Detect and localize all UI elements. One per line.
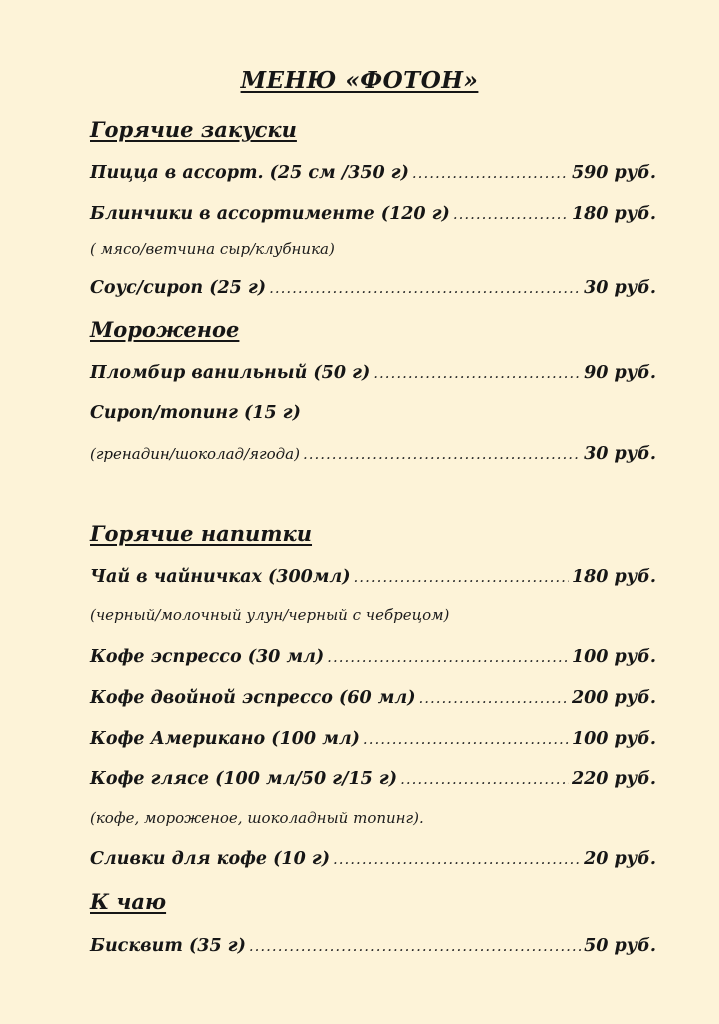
dot-leader	[373, 364, 581, 382]
item-price: 590 руб.	[571, 163, 656, 183]
dot-leader	[412, 164, 569, 182]
item-name: Кофе глясе (100 мл/50 г/15 г)	[90, 769, 398, 789]
item-price: 180 руб.	[571, 567, 656, 587]
item-price: 50 руб.	[584, 936, 656, 956]
item-name: Чай в чайничках (300мл)	[90, 567, 351, 587]
dot-leader	[363, 730, 569, 748]
item-price: 200 руб.	[571, 688, 656, 708]
dot-leader	[269, 279, 581, 297]
menu-item-double-espresso	[90, 688, 656, 708]
menu-item-plombir	[90, 363, 656, 383]
dot-leader	[333, 850, 581, 868]
dot-leader	[400, 770, 569, 788]
section-hot-drinks: Горячие напитки	[90, 521, 313, 546]
item-price: 100 руб.	[571, 647, 656, 667]
item-name: Кофе эспрессо (30 мл)	[90, 647, 325, 667]
menu-title: МЕНЮ «ФОТОН»	[240, 67, 479, 94]
tea-note: (черный/молочный улун/черный с чебрецом)	[90, 606, 450, 624]
menu-item-espresso	[90, 647, 656, 667]
dot-leader	[453, 205, 569, 223]
menu-item-glace	[90, 769, 656, 789]
item-name: Кофе Американо (100 мл)	[90, 729, 360, 749]
dot-leader	[303, 445, 581, 463]
item-name: Соус/сироп (25 г)	[90, 278, 267, 298]
item-name: Пицца в ассорт. (25 см /350 г)	[90, 163, 409, 183]
menu-item-pancakes	[90, 204, 656, 224]
dot-leader	[354, 568, 569, 586]
item-name: Блинчики в ассортименте (120 г)	[90, 204, 450, 224]
item-price: 20 руб.	[584, 849, 656, 869]
menu-item-americano	[90, 729, 656, 749]
item-price: 180 руб.	[571, 204, 656, 224]
menu-item-cream	[90, 849, 656, 869]
item-price: 100 руб.	[571, 729, 656, 749]
menu-item-syrup-options	[90, 444, 656, 464]
item-name: Сироп/топинг (15 г)	[90, 403, 301, 423]
dot-leader	[418, 689, 568, 707]
menu-item-pizza	[90, 163, 656, 183]
item-price: 220 руб.	[571, 769, 656, 789]
dot-leader	[249, 937, 581, 955]
dot-leader	[327, 648, 569, 666]
item-name: Пломбир ванильный (50 г)	[90, 363, 371, 383]
item-name: Кофе двойной эспрессо (60 мл)	[90, 688, 416, 708]
menu-item-syrup	[90, 403, 656, 423]
item-name: Бисквит (35 г)	[90, 936, 246, 956]
section-ice-cream: Мороженое	[90, 317, 240, 342]
section-to-tea: К чаю	[90, 889, 167, 914]
menu-item-tea	[90, 567, 656, 587]
pancakes-note: ( мясо/ветчина сыр/клубника)	[90, 240, 335, 258]
glace-note: (кофе, мороженое, шоколадный топинг).	[90, 809, 424, 827]
item-options: (гренадин/шоколад/ягода)	[90, 445, 300, 463]
section-hot-snacks: Горячие закуски	[90, 117, 297, 142]
menu-item-biscuit	[90, 936, 656, 956]
item-price: 30 руб.	[584, 444, 656, 464]
menu-item-sauce	[90, 278, 656, 298]
item-price: 30 руб.	[584, 278, 656, 298]
item-name: Сливки для кофе (10 г)	[90, 849, 330, 869]
item-price: 90 руб.	[584, 363, 656, 383]
